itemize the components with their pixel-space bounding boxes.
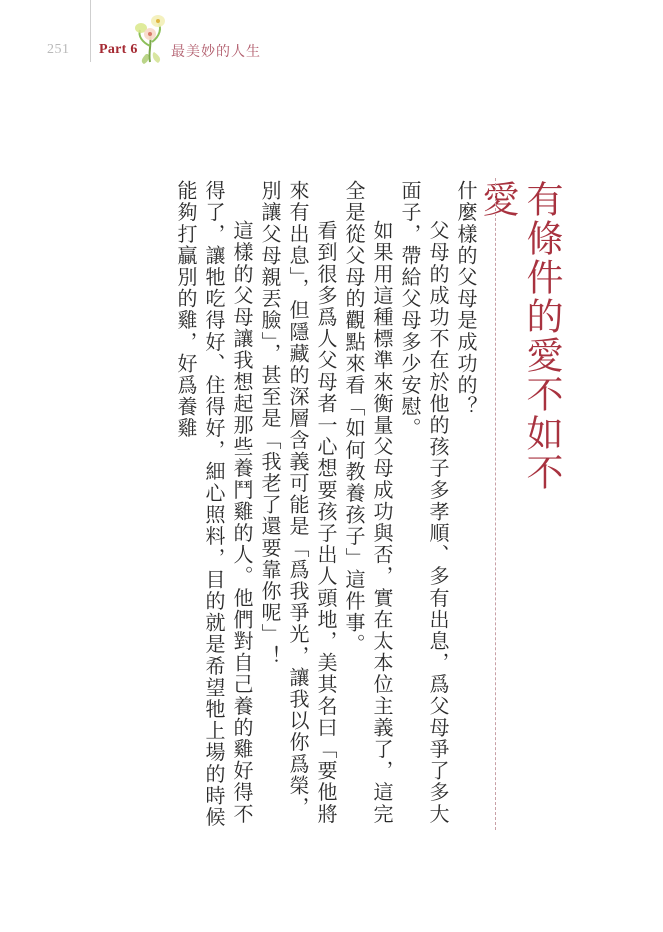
chapter-title: 有條件的愛不如不愛	[476, 180, 563, 492]
header-divider	[90, 0, 91, 62]
flower-bouquet-icon	[132, 12, 170, 66]
body-text	[90, 180, 480, 830]
paragraph: 什麼樣的父母是成功的？	[454, 180, 478, 418]
paragraph: 如果用這種標準來衡量父母成功與否，實在太本位主義了，這完全是從父母的觀點來看「如何教養孩子」這件事。	[342, 180, 394, 825]
section-title: 最美妙的人生	[171, 44, 261, 60]
page-number: 251	[47, 42, 70, 57]
title-divider	[495, 178, 496, 830]
paragraph: 看到很多爲人父母者一心想要孩子出人頭地，美其名曰「要他將來有出息」，但隱藏的深層含義可能是「爲我爭光，讓我以你爲榮，別讓父母親丟臉」，甚至是「我老了還要靠你呢」！	[258, 180, 338, 825]
paragraph: 這樣的父母讓我想起那些養鬥雞的人。他們對自己養的雞好得不得了，讓牠吃得好、住得好，細心照料，目的就是希望牠上場的時候能夠打贏別的雞，好爲養雞	[174, 180, 254, 828]
paragraph: 父母的成功不在於他的孩子多孝順、多有出息，爲父母爭了多大面子，帶給父母多少安慰。	[398, 180, 450, 825]
part-label: Part 6	[99, 42, 138, 57]
